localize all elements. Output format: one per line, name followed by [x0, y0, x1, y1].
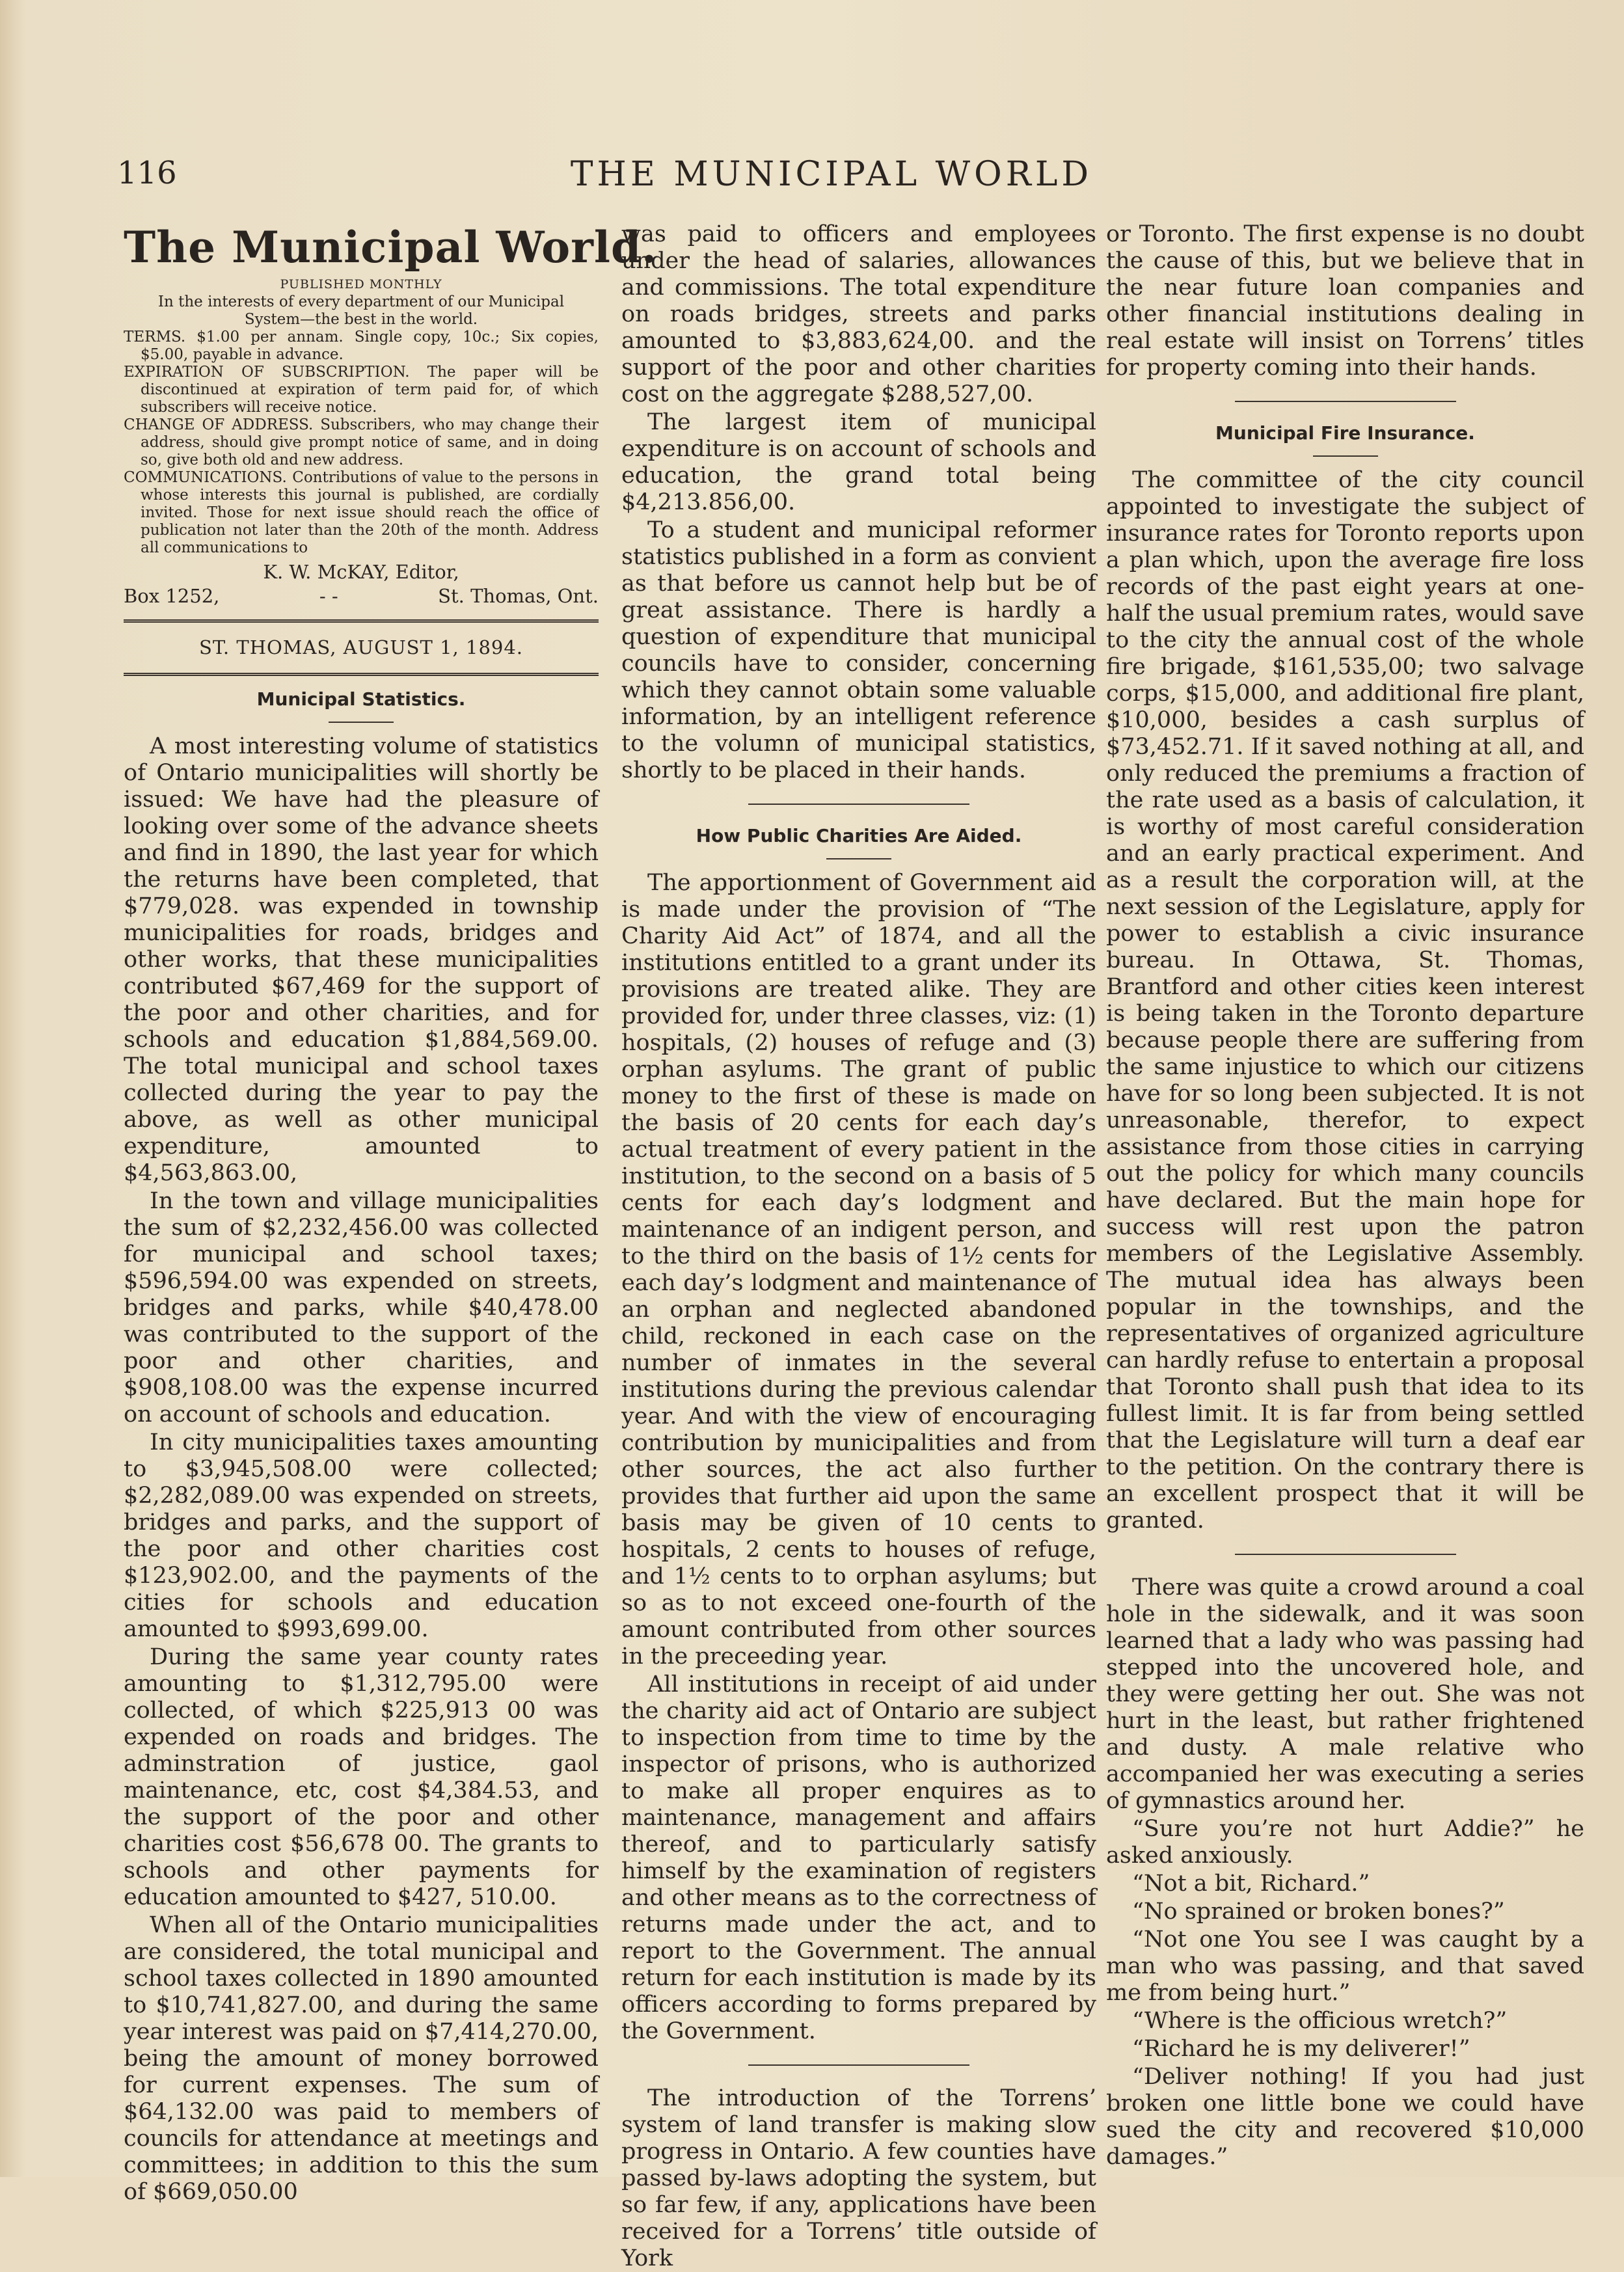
paragraph: In the town and village municipalities the sum of $2,232,456.00 was collected for municipal and school taxes; $596,594.00 was expended on streets, bridges and parks, while $40,478.00 was contributed to the support of the poor and other charities, and $908,108.00 was the expense incurred on account of schools and education. — [124, 1188, 599, 1427]
paragraph: The largest item of municipal expenditure is on account of schools and education, the grand total being $4,213.856,00. — [621, 409, 1096, 515]
paragraph: In city municipalities taxes amounting to $3,945,508.00 were collected; $2,282,089.00 was expended on streets, bridges and parks, and the support of the poor and other charities cost $123,902.00, and the payments of the cities for schools and education amounted to $993,699.00. — [124, 1429, 599, 1642]
masthead-dashes: - - — [319, 585, 338, 607]
masthead-change-of-address: CHANGE OF ADDRESS. Subscribers, who may change their address, should give prompt notice of same, and in doing so, give both old and new address. — [124, 416, 599, 468]
paragraph: “Not one You see I was caught by a man who was passing, and that saved me from being hurt.” — [1106, 1927, 1584, 2006]
divider — [124, 619, 599, 623]
paragraph: “No sprained or broken bones?” — [1132, 1899, 1505, 1925]
article-heading-statistics: Municipal Statistics. — [256, 688, 466, 710]
masthead-box: Box 1252, — [124, 585, 220, 607]
column-1 — [124, 221, 658, 2206]
masthead-editor: K. W. McKAY, Editor, — [263, 561, 459, 583]
divider — [748, 2064, 969, 2066]
paragraph: The committee of the city council appointed to investigate the subject of insurance rates for Toronto reports upon a plan which, upon the average fire loss records of the past eight years at one-half the usual premium rates, would save to the city the annual cost of the whole fire brigade, $161,535,00; two salvage corps, $15,000, and additional fire plant, $10,000, besides a cash surplus of $73,452.71. If it saved nothing at all, and only reduced the premiums a fraction of the rate used as a basis of calculation, it is worthy of most careful consideration and an early practical experiment. And as a result the corporation will, at the next session of the Legislature, apply for power to establish a civic insurance bureau. In Ottawa, St. Thomas, Brantford and other cities keen interest is being taken in the Toronto departure because people there are suffering from the same injustice to which our citizens have for so long been subjected. It is not unreasonable, therefor, to expect assistance from those cities in carrying out the policy for which many councils have declared. But the main hope for success will rest upon the patron members of the Legislative Assembly. The mutual idea has always been popular in the townships, and the representatives of organized agriculture can hardly refuse to entertain a proposal that Toronto shall push that idea to its fullest limit. It is far from being settled that the Legislature will turn a deaf ear to the petition. On the contrary there is an excellent prospect that it will be granted. — [1106, 467, 1584, 1534]
divider — [124, 673, 599, 676]
column-3 — [1106, 221, 1584, 2171]
paragraph: A most interesting volume of statistics of Ontario municipalities will shortly be issued: We have had the pleasure of looking over some of the advance sheets and find in 1890, the last year for which the returns have been completed, that $779,028. was expended in township municipalities for roads, bridges and other works, that these municipalities contributed $67,469 for the support of the poor and other charities, and for schools and education $1,884,569.00. The total municipal and school taxes collected during the year to pay the above, as well as other municipal expenditure, amounted to $4,563,863.00, — [124, 733, 599, 1186]
masthead-expiration: EXPIRATION OF SUBSCRIPTION. The paper will be discontinued at expiration of term paid for, of which subscribers will receive notice. — [124, 364, 599, 416]
paragraph: “Deliver nothing! If you had just broken one little bone we could have sued the city and recovered $10,000 damages.” — [1106, 2064, 1584, 2170]
masthead-communications: COMMUNICATIONS. Contributions of value to the persons in whose interests this journal is published, are cordially invited. Those for next issue should reach the office of publication not later than the 20th of the month. Address all communications to — [124, 469, 599, 556]
paragraph: “Not a bit, Richard.” — [1132, 1871, 1370, 1897]
journal-title: THE MUNICIPAL WORLD — [570, 155, 1093, 194]
paragraph: When all of the Ontario municipalities are considered, the total municipal and school taxes collected in 1890 amounted to $10,741,827.00, and during the same year interest was paid on $7,414,270.00, being the amount of money borrowed for current expenses. The sum of $64,132.00 was paid to members of councils for attendance at meetings and committees; in addition to this the sum of $669,050.00 — [124, 1912, 599, 2205]
masthead-terms: TERMS. $1.00 per annam. Single copy, 10c.; Six copies, $5.00, payable in advance. — [124, 329, 599, 363]
divider — [1313, 455, 1378, 457]
paragraph: “Sure you’re not hurt Addie?” he asked anxiously. — [1106, 1816, 1584, 1869]
paragraph: was paid to officers and employees under the head of salaries, allowances and commissions. The total expenditure on roads bridges, streets and parks amounted to $3,883,624,00. and the support of the poor and other charities cost on the aggregate $288,527,00. — [621, 221, 1096, 407]
masthead-place: St. Thomas, Ont. — [438, 585, 599, 607]
published-monthly: PUBLISHED MONTHLY — [280, 277, 442, 291]
masthead-address — [124, 584, 599, 608]
divider — [329, 722, 394, 723]
article-heading-charities: How Public Charities Are Aided. — [696, 825, 1022, 846]
divider — [748, 804, 969, 805]
masthead-interests: In the interests of every department of our Municipal System—the best in the world. — [157, 293, 565, 328]
dateline: ST. THOMAS, AUGUST 1, 1894. — [198, 636, 524, 658]
paragraph: The apportionment of Government aid is made under the provision of “The Charity Aid Act” of 1874, and all the institutions entitled to a grant under its provisions are treated alike. They are provided for, under three classes, viz: (1) hospitals, (2) houses of refuge and (3) orphan asylums. The grant of public money to the first of these is made on the basis of 20 cents for each day’s actual treatment of every patient in the institution, to the second on a basis of 5 cents for each day’s lodgment and maintenance of an indigent person, and to the third on the basis of 1½ cents for each day’s lodgment and maintenance of an orphan and neglected abandoned child, reckoned in each case on the number of inmates in the several institutions during the previous calendar year. And with the view of encouraging contribution by municipalities and from other sources, the act also further provides that further aid upon the same basis may be given of 10 cents to hospitals, 2 cents to houses of refuge, and 1½ cents to to orphan asylums; but so as to not exceed one-fourth of the amount contributed from other sources in the preceeding year. — [621, 870, 1096, 1670]
paragraph: or Toronto. The first expense is no doubt the cause of this, but we believe that in the near future loan companies and other financial institutions dealing in real estate will insist on Torrens’ titles for property coming into their hands. — [1106, 221, 1584, 381]
running-header — [117, 155, 1546, 200]
page-number: 116 — [117, 155, 177, 191]
paragraph: “Richard he is my deliverer!” — [1132, 2036, 1470, 2062]
paragraph: During the same year county rates amounting to $1,312,795.00 were collected, of which $225,913 00 was expended on roads and bridges. The adminstration of justice, gaol maintenance, etc, cost $4,384.53, and the support of the poor and other charities cost $56,678 00. The grants to schools and other payments for education amounted to $427, 510.00. — [124, 1644, 599, 1910]
divider — [1235, 1554, 1456, 1555]
masthead-title: The Municipal World. — [124, 222, 658, 273]
paragraph: All institutions in receipt of aid under the charity aid act of Ontario are subject to inspection from time to time by the inspector of prisons, who is authorized to make all proper enquires as to maintenance, management and affairs thereof, and to particularly satisfy himself by the examination of registers and other means as to the correctness of returns made under the act, and to report to the Government. The annual return for each institution is made by its officers according to forms prepared by the Government. — [621, 1671, 1096, 2044]
paragraph: There was quite a crowd around a coal hole in the sidewalk, and it was soon learned that a lady who was passing had stepped into the uncovered hole, and they were getting her out. She was not hurt in the least, but rather frightened and dusty. A male relative who accompanied her was executing a series of gymnastics around her. — [1106, 1575, 1584, 1814]
paragraph: To a student and municipal reformer statistics published in a form as convient as that before us cannot help but be of great assistance. There is hardly a question of expenditure that municipal councils have to consider, concerning which they cannot obtain some valuable information, by an intelligent reference to the volumn of municipal statistics, shortly to be placed in their hands. — [621, 517, 1096, 783]
divider — [826, 858, 891, 859]
article-heading-fire-insurance: Municipal Fire Insurance. — [1215, 422, 1475, 444]
column-2 — [621, 221, 1096, 2272]
paragraph: “Where is the officious wretch?” — [1132, 2008, 1508, 2034]
paragraph: The introduction of the Torrens’ system of land transfer is making slow progress in Ontario. A few counties have passed by-laws adopting the system, but so far few, if any, applications have been received for a Torrens’ title outside of York — [621, 2085, 1096, 2271]
divider — [1235, 401, 1456, 402]
